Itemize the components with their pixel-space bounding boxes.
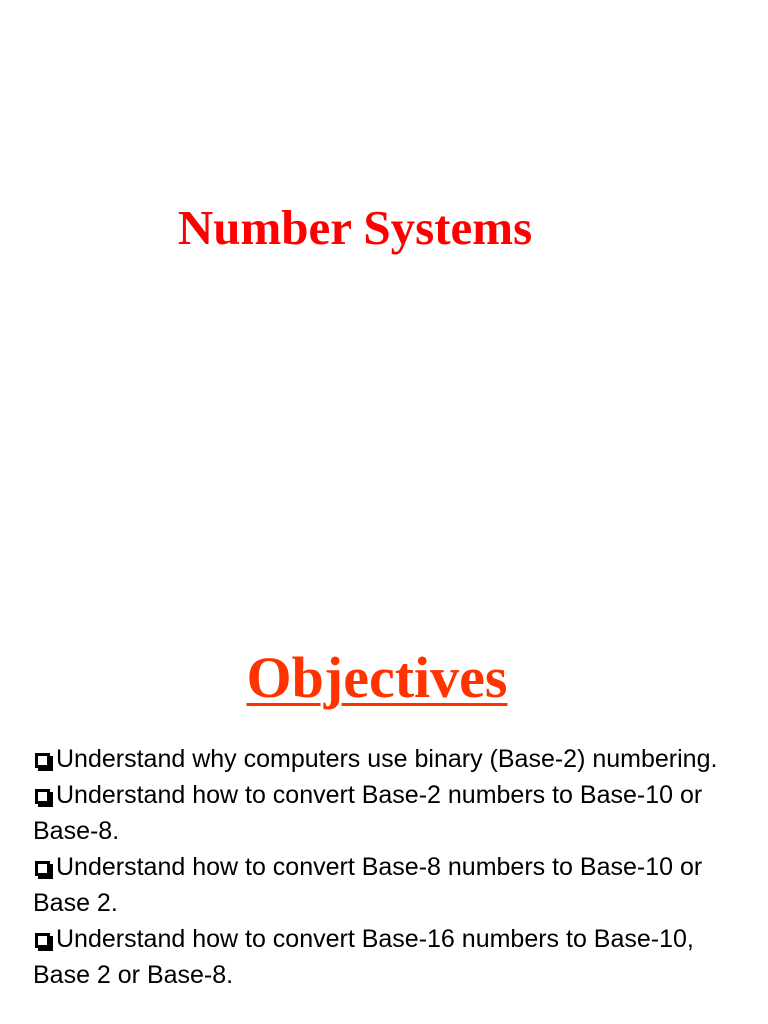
- list-item: [33, 741, 738, 777]
- objectives-heading: Objectives: [246, 645, 508, 710]
- hollow-square-bullet-icon: [35, 933, 50, 948]
- list-item: [33, 849, 738, 921]
- list-item-text: Understand how to convert Base-16 numbers to Base-10, Base 2 or Base-8.: [33, 925, 694, 989]
- objectives-list: [33, 741, 738, 993]
- page-title: Number Systems: [177, 200, 533, 255]
- hollow-square-bullet-icon: [35, 789, 50, 804]
- list-item-text: Understand why computers use binary (Base-2) numbering.: [56, 745, 718, 773]
- hollow-square-bullet-icon: [35, 861, 50, 876]
- slide-objectives: [0, 512, 768, 1024]
- list-item: [33, 777, 738, 849]
- list-item-text: Understand how to convert Base-2 numbers to Base-10 or Base-8.: [33, 781, 703, 845]
- hollow-square-bullet-icon: [35, 753, 50, 768]
- list-item-text: Understand how to convert Base-8 numbers to Base-10 or Base 2.: [33, 853, 703, 917]
- list-item: [33, 921, 738, 993]
